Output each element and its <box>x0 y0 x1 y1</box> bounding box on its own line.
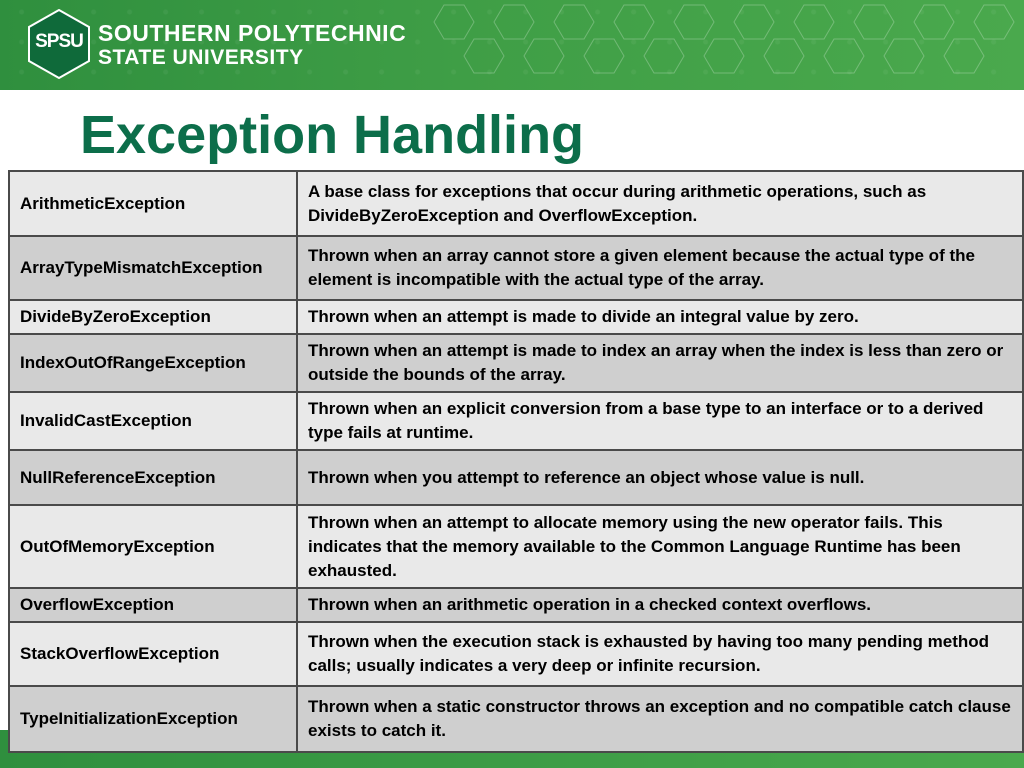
exception-name: StackOverflowException <box>9 622 297 686</box>
table-row <box>9 505 1023 588</box>
table-row <box>9 450 1023 505</box>
header-banner <box>0 0 1024 90</box>
table-row <box>9 300 1023 334</box>
table-row <box>9 588 1023 622</box>
exception-description: Thrown when an array cannot store a given element because the actual type of the element is incompatible with the actual type of the array. <box>297 236 1023 300</box>
logo-text: SPSU <box>35 31 83 52</box>
slide-title: Exception Handling <box>80 105 585 165</box>
exception-table <box>8 170 1024 753</box>
exception-name: TypeInitializationException <box>9 686 297 752</box>
exception-description: Thrown when an explicit conversion from a base type to an interface or to a derived type fails at runtime. <box>297 392 1023 450</box>
exception-description: Thrown when you attempt to reference an object whose value is null. <box>297 450 1023 505</box>
exception-description: A base class for exceptions that occur during arithmetic operations, such as DivideByZeroException and OverflowException. <box>297 171 1023 236</box>
table-row <box>9 171 1023 236</box>
exception-description: Thrown when an attempt is made to divide an integral value by zero. <box>297 300 1023 334</box>
exception-name: InvalidCastException <box>9 392 297 450</box>
exception-name: ArithmeticException <box>9 171 297 236</box>
exception-description: Thrown when a static constructor throws an exception and no compatible catch clause exists to catch it. <box>297 686 1023 752</box>
exception-name: ArrayTypeMismatchException <box>9 236 297 300</box>
exception-name: OverflowException <box>9 588 297 622</box>
hexagon-pattern-icon <box>424 0 1024 90</box>
table-row <box>9 334 1023 392</box>
table-row <box>9 392 1023 450</box>
exception-name: NullReferenceException <box>9 450 297 505</box>
university-name-line2: STATE UNIVERSITY <box>98 46 304 69</box>
table-row <box>9 236 1023 300</box>
table-row <box>9 622 1023 686</box>
footer-strip <box>0 752 1024 768</box>
exception-name: DivideByZeroException <box>9 300 297 334</box>
university-name-line1: SOUTHERN POLYTECHNIC <box>98 20 407 46</box>
exception-description: Thrown when the execution stack is exhausted by having too many pending method calls; usually indicates a very deep or infinite recursion. <box>297 622 1023 686</box>
exception-name: IndexOutOfRangeException <box>9 334 297 392</box>
exception-description: Thrown when an attempt is made to index an array when the index is less than zero or outside the bounds of the array. <box>297 334 1023 392</box>
exception-description: Thrown when an arithmetic operation in a checked context overflows. <box>297 588 1023 622</box>
exception-description: Thrown when an attempt to allocate memory using the new operator fails. This indicates that the memory available to the Common Language Runtime has been exhausted. <box>297 505 1023 588</box>
exception-name: OutOfMemoryException <box>9 505 297 588</box>
table-row <box>9 686 1023 752</box>
